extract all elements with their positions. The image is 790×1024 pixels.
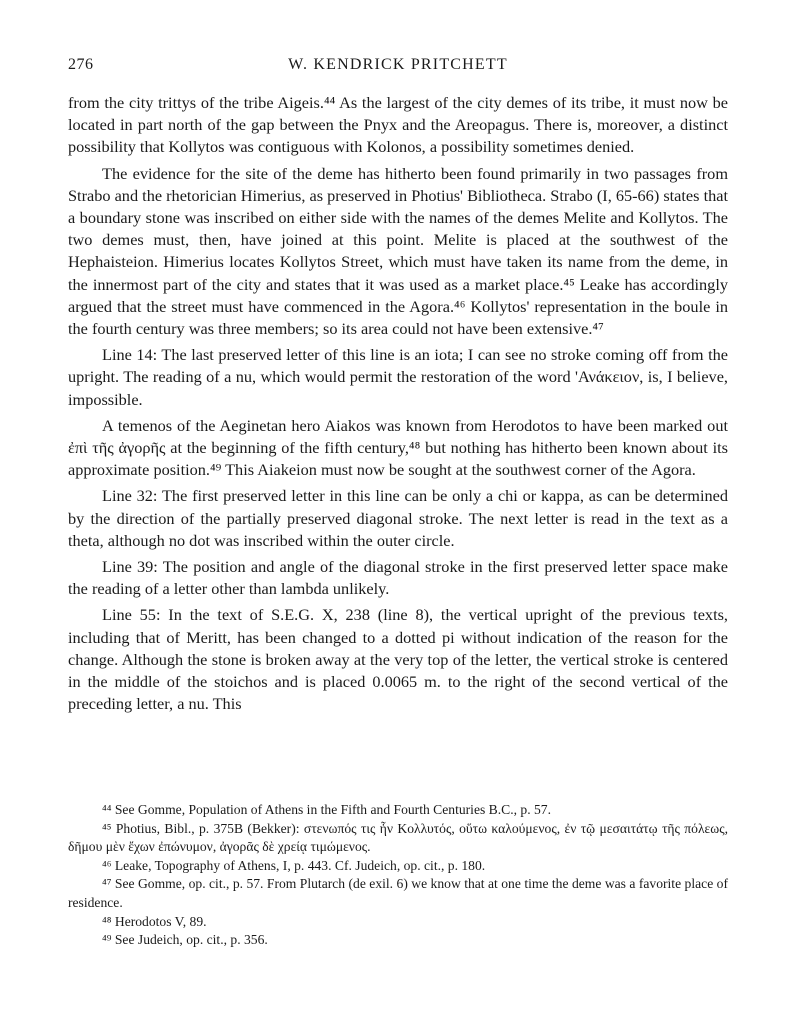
paragraph: Line 32: The first preserved letter in this line can be only a chi or kappa, as can be determined by the direction of the partially preserved diagonal stroke. The next letter is read in the text as a theta, although no dot was inscribed within the outer circle. bbox=[68, 486, 728, 550]
paragraph: Line 55: In the text of S.E.G. X, 238 (line 8), the vertical upright of the previous texts, including that of Meritt, has been changed to a dotted pi without indication of the reason for the change. Although the stone is broken away at the very top of the letter, the vertical stroke is centered in the middle of the stoichos and is placed 0.0065 m. to the right of the second vertical of the preceding letter, a nu. This bbox=[68, 605, 728, 714]
footnote: ⁴⁷ See Gomme, op. cit., p. 57. From Plutarch (de exil. 6) we know that at one time the deme was a favorite place of residence. bbox=[68, 876, 728, 910]
paragraph: Line 14: The last preserved letter of this line is an iota; I can see no stroke coming off from the upright. The reading of a nu, which would permit the restoration of the word 'Ανάκειον, is, I believe, impossible. bbox=[68, 345, 728, 409]
footnote: ⁴⁶ Leake, Topography of Athens, I, p. 443. Cf. Judeich, op. cit., p. 180. bbox=[102, 857, 486, 873]
author-heading: W. KENDRICK PRITCHETT bbox=[288, 56, 508, 73]
page bbox=[68, 56, 728, 948]
footnotes bbox=[68, 801, 728, 950]
paragraph: A temenos of the Aeginetan hero Aiakos was known from Herodotos to have been marked out ἐπὶ τῆς ἀγορῆς at the beginning of the fifth century,⁴⁸ but nothing has hitherto been known about its approximate position.⁴⁹ This Aiakeion must now be sought at the southwest corner of the Agora. bbox=[68, 415, 728, 480]
footnote: ⁴⁴ See Gomme, Population of Athens in the Fifth and Fourth Centuries B.C., p. 57. bbox=[102, 802, 551, 817]
paragraph: The evidence for the site of the deme has hitherto been found primarily in two passages from Strabo and the rhetorician Himerius, as preserved in Photius' Bibliotheca. Strabo (I, 65-66) states that a boundary stone was inscribed on either side with the names of the demes Melite and Kollytos. The two demes must, then, have joined at this point. Melite is placed at the southwest of the Hephaisteion. Himerius locates Kollytos Street, which must have taken its name from the deme, in the innermost part of the city and states that it was used as a market place.⁴⁵ Leake has accordingly argued that the street must have commenced in the Agora.⁴⁶ Kollytos' representation in the boule in the fourth century was three members; so its area could not have been extensive.⁴⁷ bbox=[68, 163, 728, 339]
paragraph: from the city trittys of the tribe Aigeis.⁴⁴ As the largest of the city demes of its tribe, it must now be located in part north of the gap between the Pnyx and the Areopagus. There is, moreover, a distinct possibility that Kollytos was contiguous with Kolonos, a possibility sometimes denied. bbox=[68, 93, 728, 157]
page-number: 276 bbox=[68, 56, 94, 73]
footnote: ⁴⁵ Photius, Bibl., p. 375B (Bekker): στενωπός τις ἦν Κολλυτός, οὕτω καλούμενος, ἐν τῷ μεσαιτάτῳ τῆς πόλεως, δῆμου μὲν ἔχων ἐπώνυμον, ἀγορᾶς δὲ χρείᾳ τιμώμενος. bbox=[68, 820, 728, 855]
paragraph: Line 39: The position and angle of the diagonal stroke in the first preserved letter space make the reading of a letter other than lambda unlikely. bbox=[68, 557, 728, 599]
footnote: ⁴⁸ Herodotos V, 89. bbox=[102, 913, 207, 929]
body-text bbox=[68, 92, 728, 715]
footnote: ⁴⁹ See Judeich, op. cit., p. 356. bbox=[102, 932, 268, 948]
running-head bbox=[68, 56, 728, 86]
